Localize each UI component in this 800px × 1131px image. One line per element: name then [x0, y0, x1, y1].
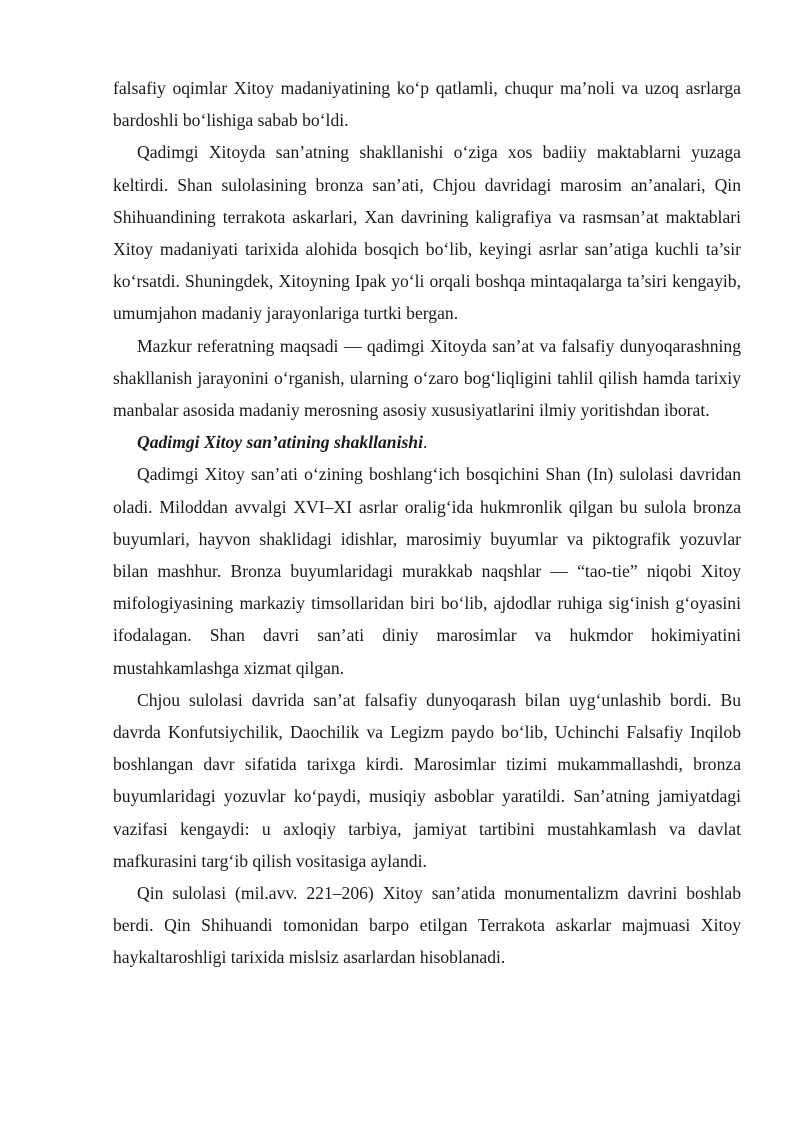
document-page: [113, 72, 741, 974]
section-heading: [113, 426, 741, 458]
section-heading-punct: .: [422, 432, 428, 453]
paragraph-aim: Mazkur referatning maqsadi — qadimgi Xitoyda san’at va falsafiy dunyoqarashning shakllanish jarayonini o‘rganish, ularning o‘zaro bog‘liqligini tahlil qilish hamda tarixiy manbalar asosida madaniy merosning asosiy xususiyatlarini ilmiy yoritishdan iborat.: [113, 335, 741, 421]
paragraph-continuation: falsafiy oqimlar Xitoy madaniyatining ko‘p qatlamli, chuqur ma’noli va uzoq asrlarga bardoshli bo‘lishiga sabab bo‘ldi.: [113, 78, 741, 131]
paragraph-chjou: Chjou sulolasi davrida san’at falsafiy dunyoqarash bilan uyg‘unlashib bordi. Bu davrda Konfutsiychilik, Daochilik va Legizm paydo bo‘lib, Uchinchi Falsafiy Inqilob boshlangan davr sifatida tarixga kirdi. Marosimlar tizimi mukammallashdi, bronza buyumlaridagi yozuvlar ko‘paydi, musiqiy asboblar yaratildi. San’atning jamiyatdagi vazifasi kengaydi: u axloqiy tarbiya, jamiyat tartibini mustahkamlash va davlat mafkurasini targ‘ib qilish vositasiga aylandi.: [113, 689, 741, 871]
section-heading-text: Qadimgi Xitoy san’atining shakllanishi: [137, 432, 423, 453]
paragraph-art-schools: Qadimgi Xitoyda san’atning shakllanishi o‘ziga xos badiiy maktablarni yuzaga keltirdi. Shan sulolasining bronza san’ati, Chjou davridagi marosim an’analari, Qin Shihuandining terrakota askarlari, Xan davrining kaligrafiya va rasmsan’at maktablari Xitoy madaniyati tarixida alohida bosqich bo‘lib, keyingi asrlar san’atiga kuchli ta’sir ko‘rsatdi. Shuningdek, Xitoyning Ipak yo‘li orqali boshqa mintaqalarga ta’siri kengayib, umumjahon madaniy jarayonlariga turtki bergan.: [113, 142, 741, 324]
paragraph-qin: Qin sulolasi (mil.avv. 221–206) Xitoy san’atida monumentalizm davrini boshlab berdi. Qin Shihuandi tomonidan barpo etilgan Terrakota askarlar majmuasi Xitoy haykaltaroshligi tarixida mislsiz asarlardan hisoblanadi.: [113, 883, 741, 968]
paragraph-shan: Qadimgi Xitoy san’ati o‘zining boshlang‘ich bosqichini Shan (In) sulolasi davridan oladi. Miloddan avvalgi XVI–XI asrlar oralig‘ida hukmronlik qilgan bu sulola bronza buyumlari, hayvon shaklidagi idishlar, marosimiy buyumlar va piktografik yozuvlar bilan mashhur. Bronza buyumlaridagi murakkab naqshlar — “tao-tie” niqobi Xitoy mifologiyasining markaziy timsollaridan biri bo‘lib, ajdodlar ruhiga sig‘inish g‘oyasini ifodalagan. Shan davri san’ati diniy marosimlar va hukmdor hokimiyatini mustahkamlashga xizmat qilgan.: [113, 464, 741, 678]
